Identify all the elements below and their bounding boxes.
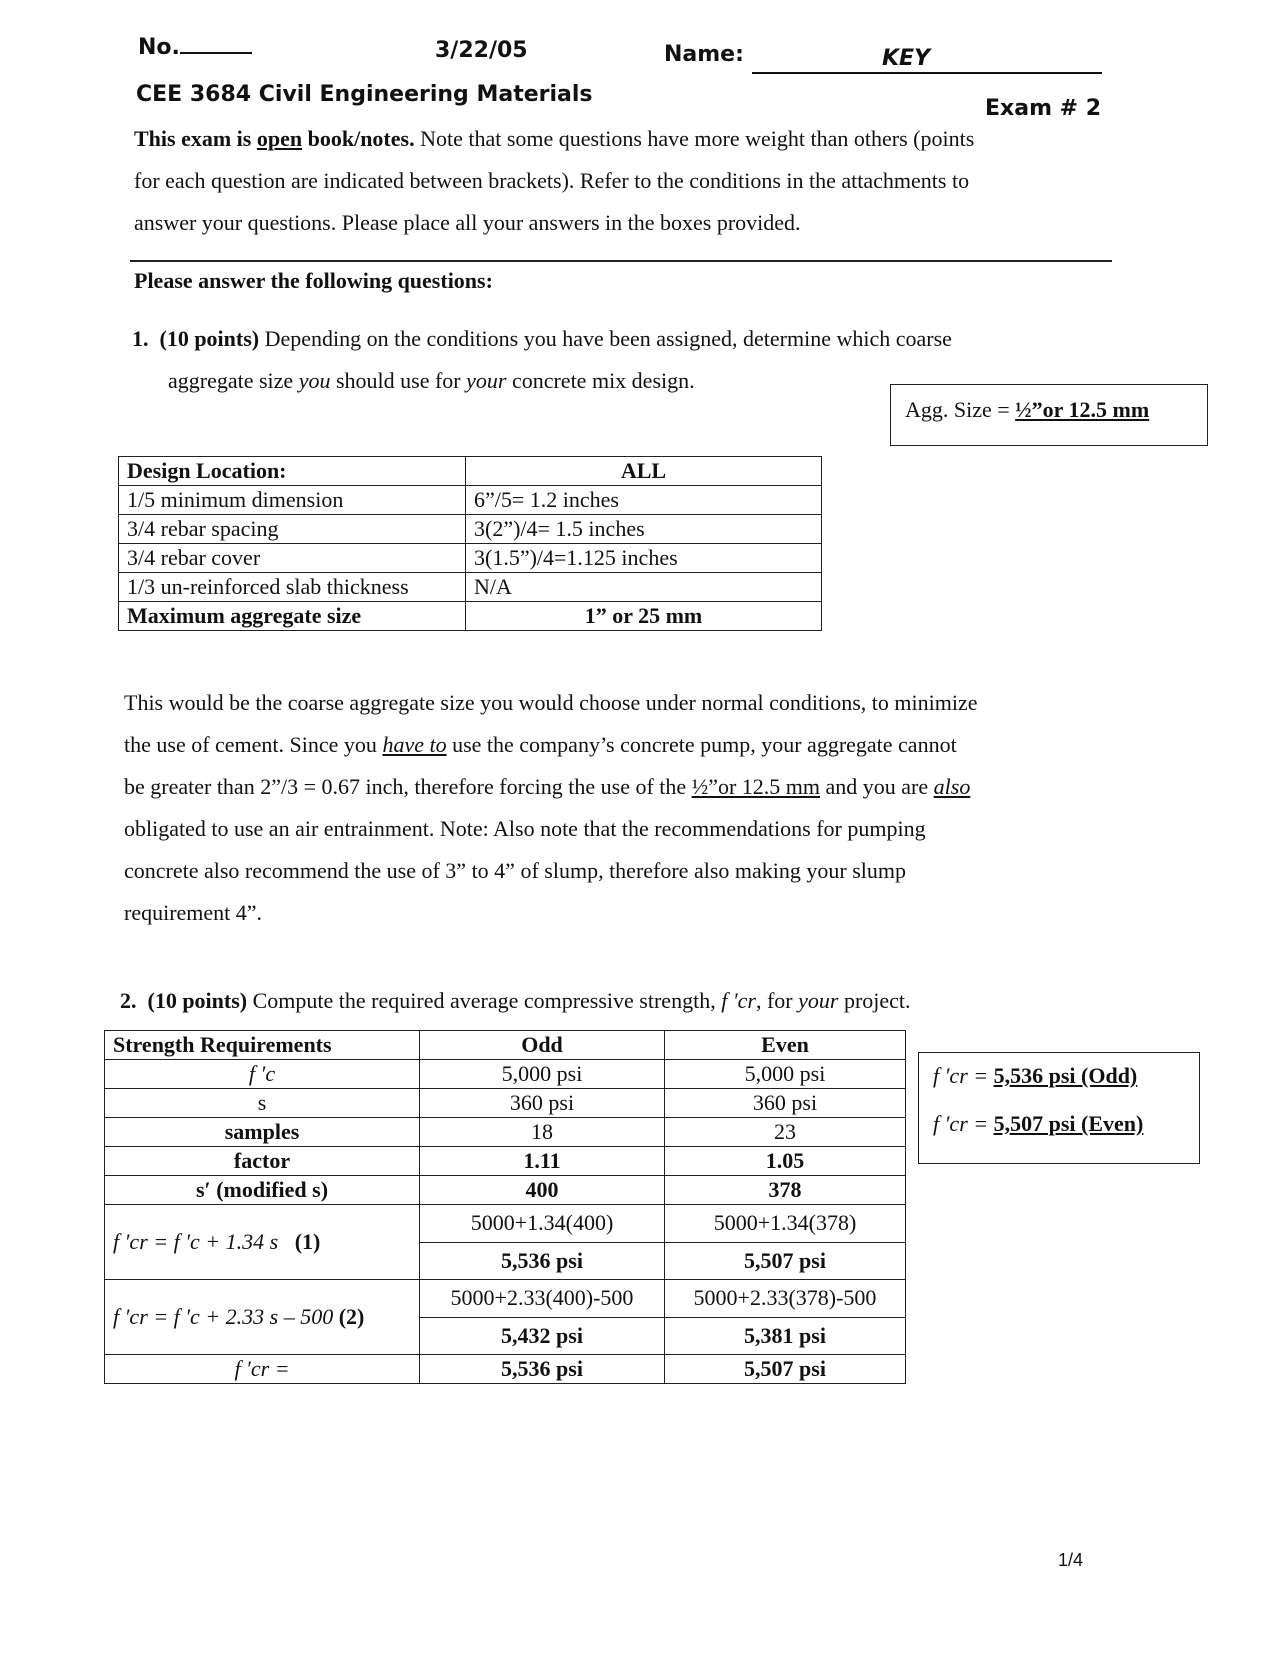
table-footer-row bbox=[119, 602, 822, 631]
q2-answer-even: f ′cr = 5,507 psi (Even) bbox=[933, 1111, 1144, 1136]
table-row bbox=[105, 1280, 906, 1318]
table-cell: 400 bbox=[420, 1176, 665, 1205]
table-cell: 5,000 psi bbox=[420, 1060, 665, 1089]
q2-prompt: 2. (10 points) Compute the required average compressive strength, f ′cr, for your project. bbox=[120, 988, 911, 1013]
table-cell: 378 bbox=[665, 1176, 906, 1205]
table-cell: 6”/5= 1.2 inches bbox=[466, 486, 822, 515]
table-cell: Odd bbox=[420, 1031, 665, 1060]
q1-answer-box bbox=[890, 384, 1208, 446]
table-cell: factor bbox=[105, 1147, 420, 1176]
table-cell: s bbox=[105, 1089, 420, 1118]
table-header-row bbox=[105, 1031, 906, 1060]
table-cell: 360 psi bbox=[420, 1089, 665, 1118]
table-cell: Even bbox=[665, 1031, 906, 1060]
intro-line-2: for each question are indicated between brackets). Refer to the conditions in the attachments to bbox=[134, 168, 970, 193]
q2-answer-box bbox=[918, 1052, 1200, 1164]
table-cell: 3/4 rebar cover bbox=[119, 544, 466, 573]
exam-title: Exam # 2 bbox=[985, 96, 1102, 121]
table-cell: 1/5 minimum dimension bbox=[119, 486, 466, 515]
table-cell: Design Location: bbox=[119, 457, 466, 486]
divider-rule bbox=[130, 260, 1112, 262]
q2-answer-odd: f ′cr = 5,536 psi (Odd) bbox=[933, 1063, 1138, 1088]
table-cell: ALL bbox=[466, 457, 822, 486]
table-cell: 5,507 psi bbox=[665, 1242, 906, 1280]
page-number: 1/4 bbox=[1058, 1550, 1084, 1570]
table-cell: Maximum aggregate size bbox=[119, 602, 466, 631]
q1-prompt-line-2: aggregate size you should use for your concrete mix design. bbox=[168, 368, 695, 393]
table-cell: s′ (modified s) bbox=[105, 1176, 420, 1205]
table-cell: Strength Requirements bbox=[105, 1031, 420, 1060]
table-row bbox=[105, 1060, 906, 1089]
table-cell: 18 bbox=[420, 1118, 665, 1147]
table-cell: 3/4 rebar spacing bbox=[119, 515, 466, 544]
strength-table bbox=[104, 1030, 906, 1384]
table-cell: 5,536 psi bbox=[420, 1355, 665, 1384]
table-cell: 23 bbox=[665, 1118, 906, 1147]
q1-para-line-5: concrete also recommend the use of 3” to 4” of slump, therefore also making your slump bbox=[124, 858, 906, 883]
table-cell: 1” or 25 mm bbox=[466, 602, 822, 631]
table-cell: 5,507 psi bbox=[665, 1355, 906, 1384]
equation-2-cell: f ′cr = f ′c + 2.33 s – 500 (2) bbox=[105, 1280, 420, 1355]
q1-para-line-4: obligated to use an air entrainment. Note: Also note that the recommendations for pumping bbox=[124, 816, 926, 841]
name-label: Name: bbox=[664, 42, 744, 67]
instruction-heading: Please answer the following questions: bbox=[134, 268, 493, 293]
q1-answer-value: ½”or 12.5 mm bbox=[1015, 397, 1150, 422]
table-cell: 3(1.5”)/4=1.125 inches bbox=[466, 544, 822, 573]
table-row bbox=[105, 1147, 906, 1176]
q1-para-line-2: the use of cement. Since you have to use the company’s concrete pump, your aggregate cannot bbox=[124, 732, 957, 757]
q1-answer-label: Agg. Size = bbox=[905, 397, 1016, 422]
table-cell: 5,432 psi bbox=[420, 1317, 665, 1355]
q1-prompt-line-1: 1. (10 points) Depending on the conditions you have been assigned, determine which coarse bbox=[132, 326, 952, 351]
table-cell: 1.05 bbox=[665, 1147, 906, 1176]
table-row bbox=[105, 1118, 906, 1147]
table-cell: 3(2”)/4= 1.5 inches bbox=[466, 515, 822, 544]
table-row bbox=[119, 486, 822, 515]
intro-line-1: This exam is open book/notes. Note that some questions have more weight than others (points bbox=[134, 126, 975, 151]
q1-para-line-6: requirement 4”. bbox=[124, 900, 263, 925]
table-header-row bbox=[119, 457, 822, 486]
table-row bbox=[105, 1176, 906, 1205]
table-row bbox=[119, 544, 822, 573]
table-cell: 1/3 un-reinforced slab thickness bbox=[119, 573, 466, 602]
name-value: KEY bbox=[882, 46, 931, 71]
table-cell: N/A bbox=[466, 573, 822, 602]
table-cell: 1.11 bbox=[420, 1147, 665, 1176]
q1-para-line-3: be greater than 2”/3 = 0.67 inch, therefore forcing the use of the ½”or 12.5 mm and you are also bbox=[124, 774, 971, 799]
table-row bbox=[119, 573, 822, 602]
table-cell: f ′cr = bbox=[105, 1355, 420, 1384]
table-cell: 5,381 psi bbox=[665, 1317, 906, 1355]
exam-date: 3/22/05 bbox=[435, 38, 528, 63]
table-row bbox=[105, 1089, 906, 1118]
table-cell: f ′c bbox=[105, 1060, 420, 1089]
equation-1-cell: f ′cr = f ′c + 1.34 s (1) bbox=[105, 1205, 420, 1280]
table-row bbox=[105, 1205, 906, 1243]
name-field bbox=[752, 46, 1102, 74]
table-cell: 5,536 psi bbox=[420, 1242, 665, 1280]
table-row bbox=[119, 515, 822, 544]
table-cell: samples bbox=[105, 1118, 420, 1147]
exam-number-label: No. bbox=[138, 34, 252, 60]
open-word: open bbox=[256, 126, 303, 151]
table-cell: 5,000 psi bbox=[665, 1060, 906, 1089]
table-cell: 360 psi bbox=[665, 1089, 906, 1118]
table-cell: 5000+1.34(378) bbox=[665, 1205, 906, 1243]
table-row bbox=[105, 1355, 906, 1384]
table-cell: 5000+2.33(378)-500 bbox=[665, 1280, 906, 1318]
aggregate-size-table bbox=[118, 456, 822, 631]
course-title: CEE 3684 Civil Engineering Materials bbox=[136, 82, 593, 107]
table-cell: 5000+2.33(400)-500 bbox=[420, 1280, 665, 1318]
table-cell: 5000+1.34(400) bbox=[420, 1205, 665, 1243]
q1-para-line-1: This would be the coarse aggregate size you would choose under normal conditions, to minimize bbox=[124, 690, 978, 715]
intro-line-3: answer your questions. Please place all your answers in the boxes provided. bbox=[134, 210, 801, 235]
